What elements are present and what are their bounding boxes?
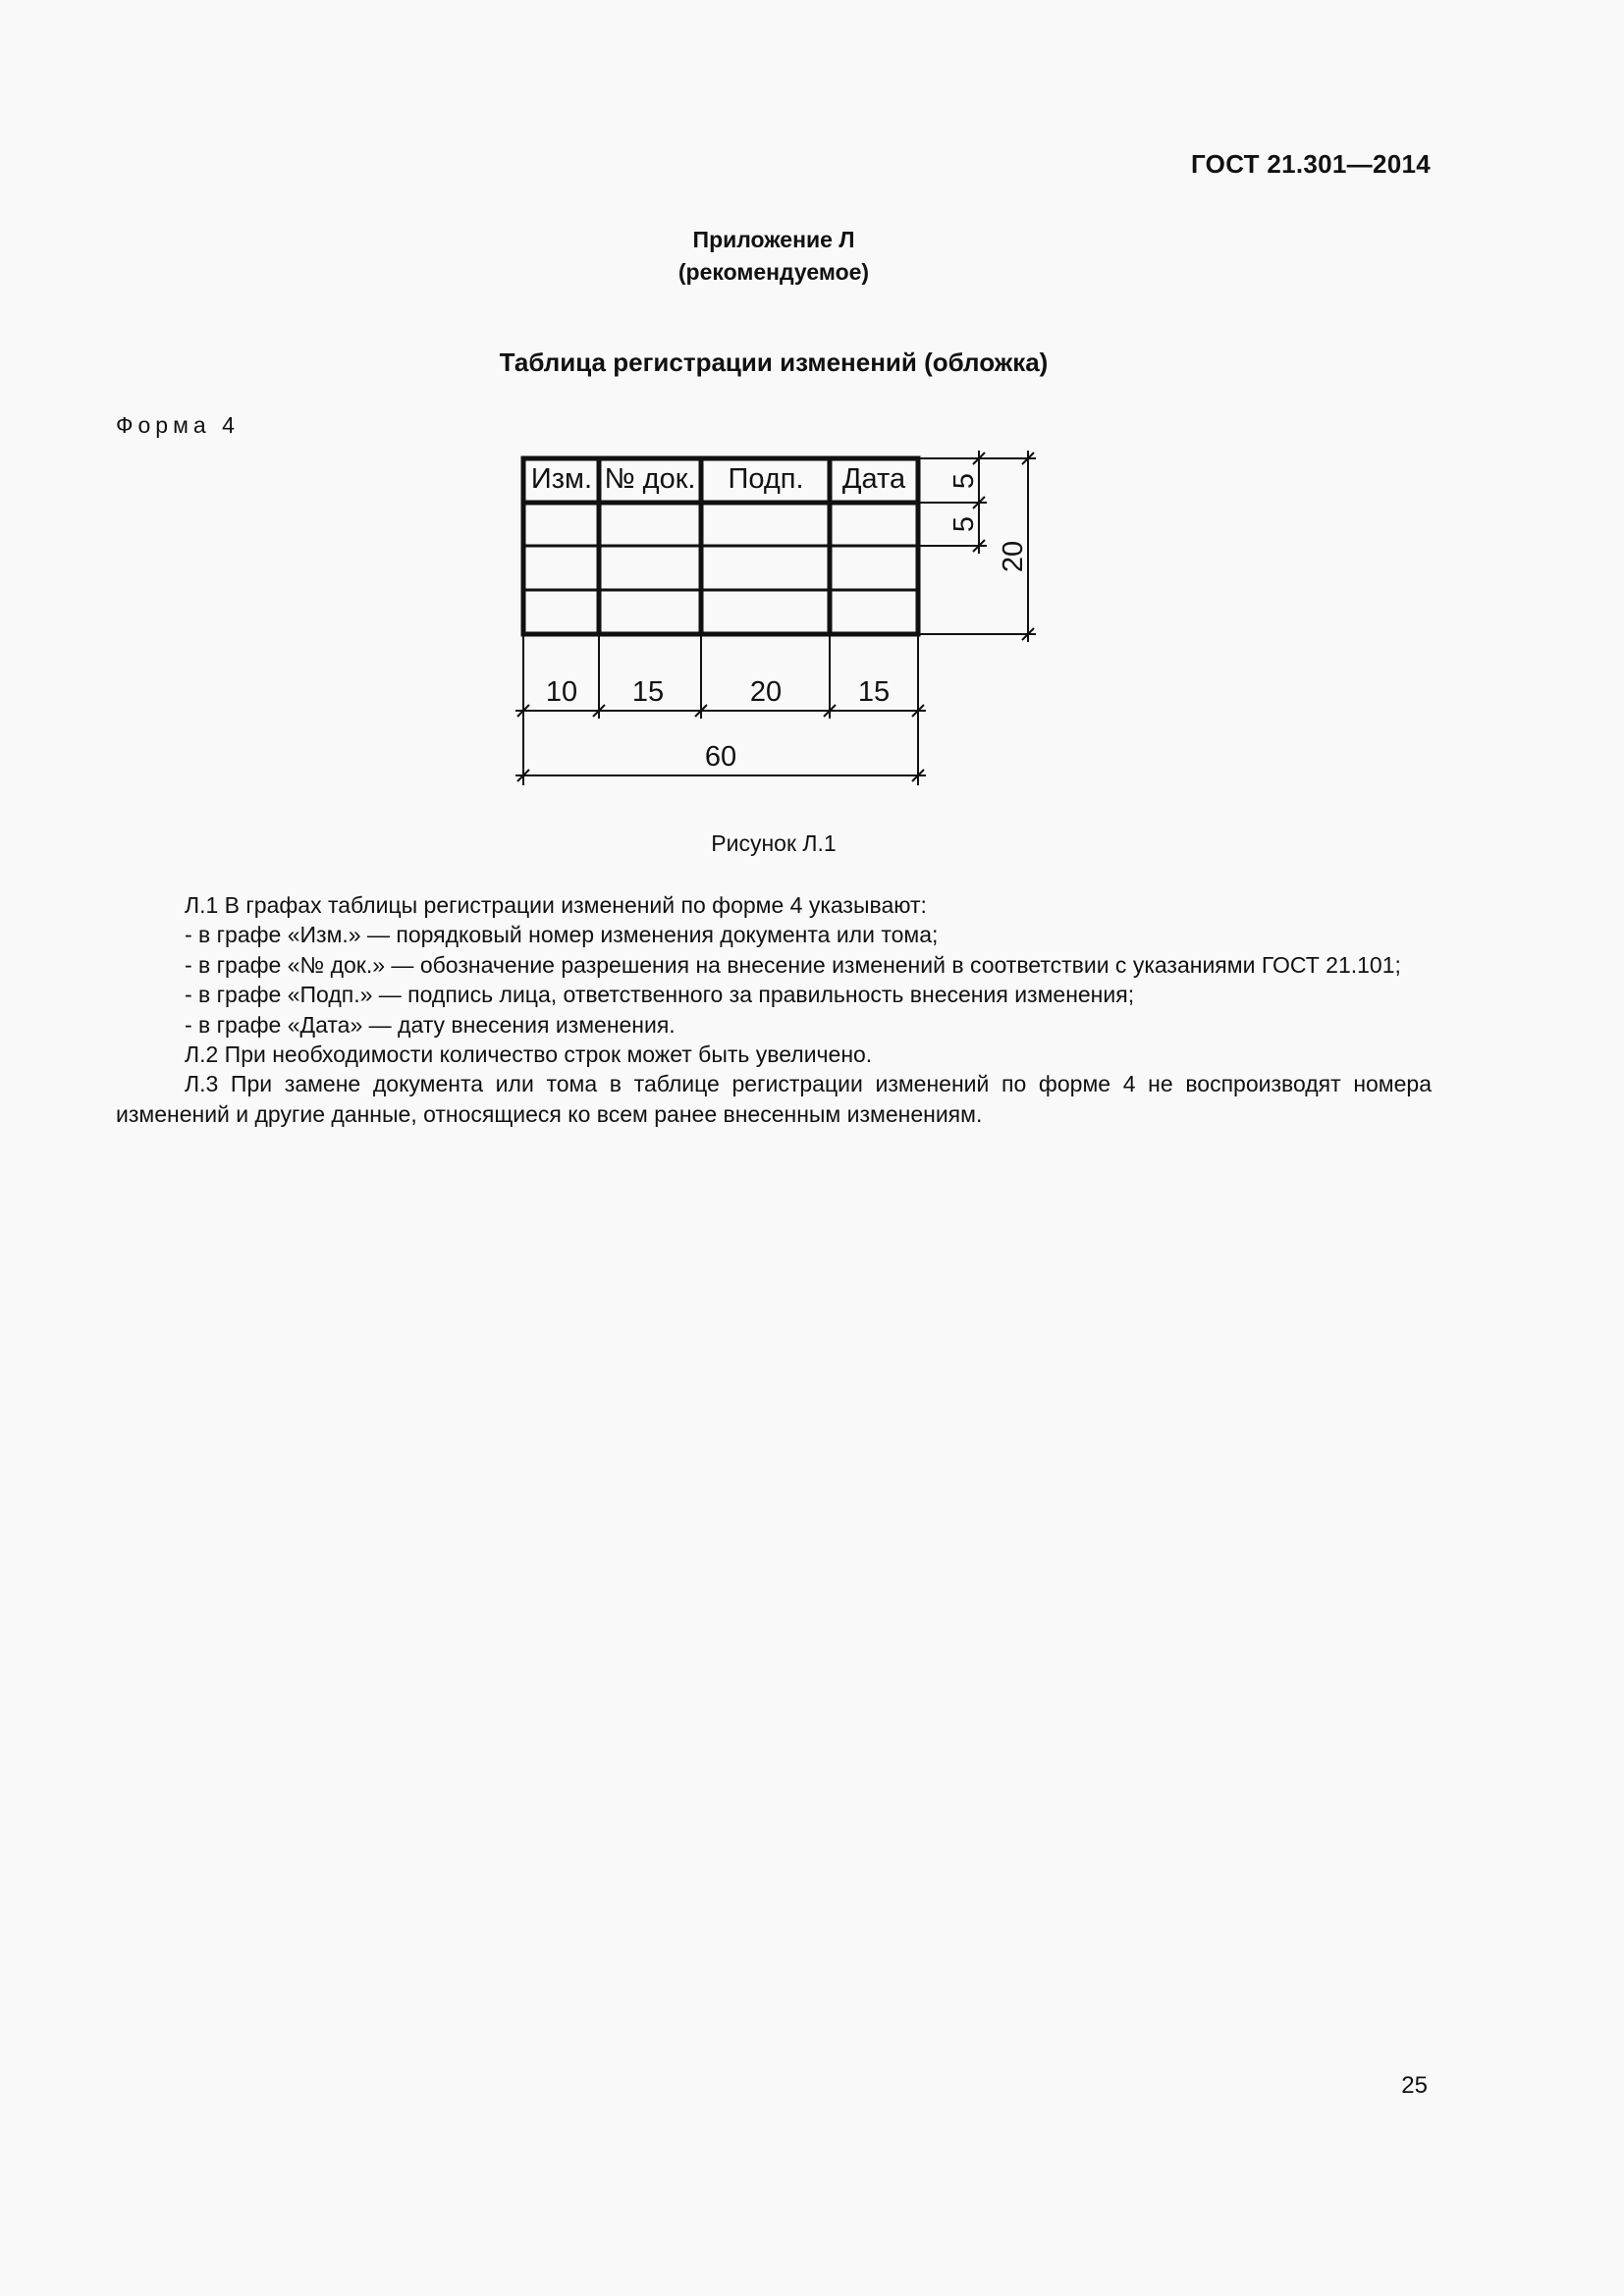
column-width-label: 15 — [857, 676, 891, 708]
paragraph: - в графе «Изм.» — порядковый номер изменения документа или тома; — [185, 922, 939, 948]
figure-caption: Рисунок Л.1 — [711, 830, 837, 856]
column-header-date: Дата — [841, 463, 906, 495]
column-width-label: 20 — [749, 676, 783, 708]
paragraph: - в графе «№ док.» — обозначение разрешения на внесение изменений в соответствии с указаниями ГОСТ 21.101; — [185, 951, 1401, 978]
column-header-doc-number: № док. — [604, 463, 696, 495]
appendix-heading — [0, 224, 1547, 289]
column-header-signature: Подп. — [728, 463, 804, 495]
row-height-label: 5 — [948, 515, 980, 533]
header-height-label: 5 — [948, 472, 980, 490]
form-label: Форма 4 — [116, 412, 240, 438]
body-text — [116, 890, 1432, 1129]
document-code: ГОСТ 21.301—2014 — [1190, 149, 1431, 179]
paragraph: - в графе «Подп.» — подпись лица, ответственного за правильность внесения изменения; — [185, 982, 1135, 1008]
paragraph: Л.1 В графах таблицы регистрации изменений по форме 4 указывают: — [185, 892, 927, 918]
column-header-izm: Изм. — [530, 463, 593, 495]
column-width-label: 10 — [545, 676, 578, 708]
figure-form-4 — [491, 442, 1080, 800]
paragraph: Л.3 При замене документа или тома в таблице регистрации изменений по форме 4 не воспроизводят номера изменений и другие данные, относящиеся ко всем ранее внесенным изменениям. — [116, 1071, 1432, 1127]
paragraph: Л.2 При необходимости количество строк может быть увеличено. — [185, 1041, 873, 1068]
form-diagram — [491, 442, 1080, 795]
column-width-label: 15 — [631, 676, 665, 708]
total-height-label: 20 — [998, 540, 1029, 573]
paragraph: - в графе «Дата» — дату внесения изменения. — [185, 1011, 676, 1038]
page-number: 25 — [1401, 2072, 1428, 2099]
section-title: Таблица регистрации изменений (обложка) — [499, 347, 1049, 377]
total-width-label: 60 — [704, 741, 737, 773]
appendix-subtitle: (рекомендуемое) — [677, 259, 870, 285]
appendix-title: Приложение Л — [692, 227, 855, 252]
